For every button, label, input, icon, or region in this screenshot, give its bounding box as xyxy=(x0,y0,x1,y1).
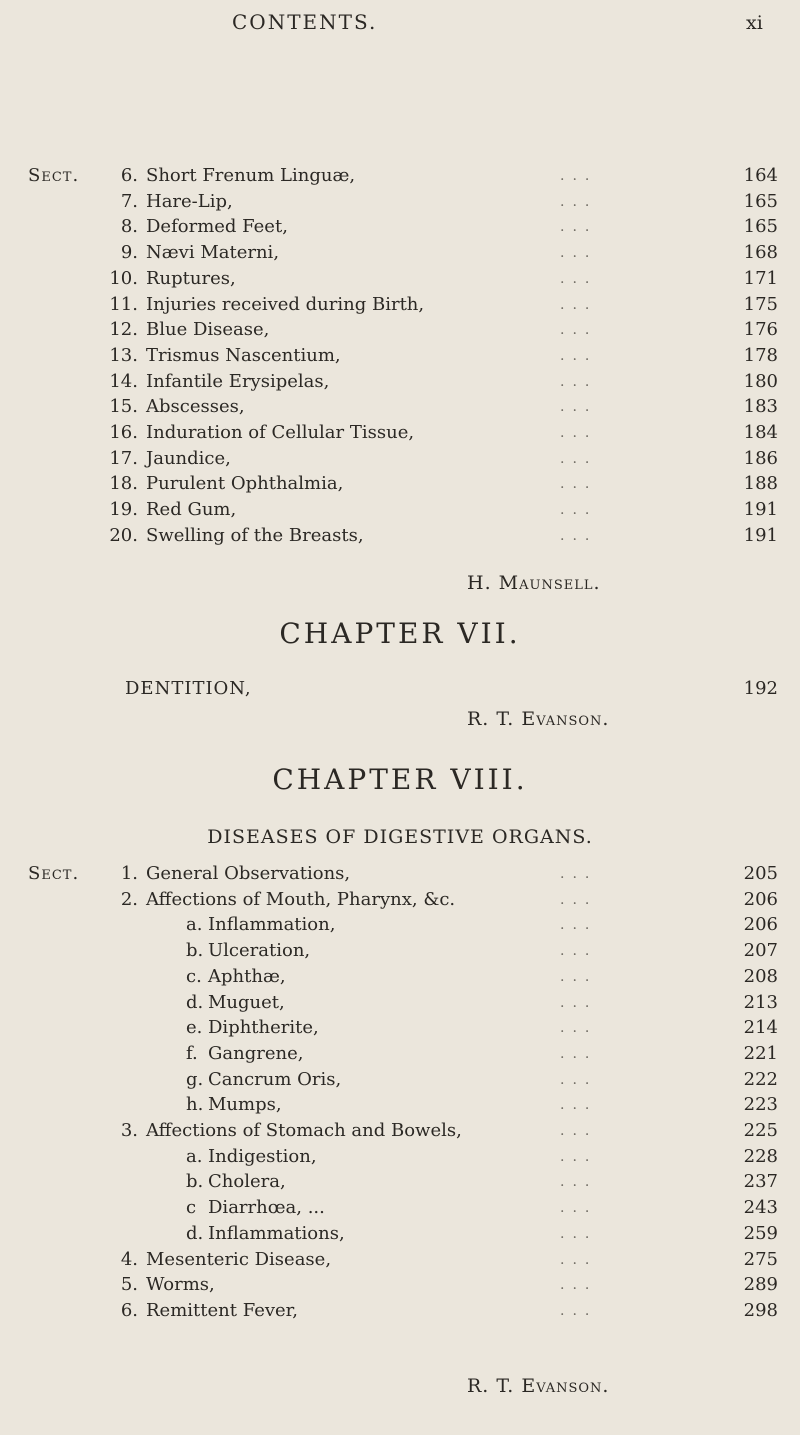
entry-page-number: 175 xyxy=(743,293,778,315)
entry-title: Diarrhœa, ... xyxy=(208,1197,325,1219)
entry-title: DENTITION, xyxy=(125,678,252,699)
contents-entry xyxy=(0,1014,800,1042)
entry-title: Affections of Mouth, Pharynx, &c. xyxy=(146,888,456,910)
entry-number: 2. xyxy=(120,888,138,910)
dot-leader: ... xyxy=(560,425,598,441)
contents-entry xyxy=(0,470,800,498)
dot-leader: ... xyxy=(560,1148,598,1165)
entry-number: b. xyxy=(186,940,204,962)
entry-page-number: 207 xyxy=(743,940,778,962)
chapter-subtitle: DISEASES OF DIGESTIVE ORGANS. xyxy=(207,826,593,848)
contents-entry xyxy=(0,886,800,914)
dot-leader: ... xyxy=(560,219,598,236)
dot-leader: ... xyxy=(560,476,598,493)
entry-title: Swelling of the Breasts, xyxy=(146,524,364,546)
entry-page-number: 176 xyxy=(743,319,778,341)
entry-number: 11. xyxy=(109,293,138,315)
sect-label: Sect. xyxy=(28,863,80,884)
contents-entry xyxy=(0,368,800,396)
entry-title: Infantile Erysipelas, xyxy=(146,370,330,392)
dot-leader: ... xyxy=(560,168,598,184)
entry-page-number: 171 xyxy=(743,267,778,289)
entry-number: e. xyxy=(186,1017,203,1039)
dot-leader: ... xyxy=(560,1097,598,1114)
entry-title: Blue Disease, xyxy=(146,319,270,341)
entry-page-number: 243 xyxy=(743,1197,778,1219)
contents-entry xyxy=(0,860,800,888)
dot-leader: ... xyxy=(560,296,598,313)
entry-title: Deformed Feet, xyxy=(146,216,288,238)
contents-entry xyxy=(0,393,800,421)
entry-title: Hare-Lip, xyxy=(146,190,233,212)
entry-title: Muguet, xyxy=(208,991,285,1013)
dot-leader: ... xyxy=(560,1251,598,1268)
contents-entry xyxy=(0,496,800,524)
entry-page-number: 206 xyxy=(743,888,778,910)
entry-title: Affections of Stomach and Bowels, xyxy=(146,1120,462,1141)
entry-number: 10. xyxy=(109,267,138,289)
contents-entry xyxy=(0,316,800,344)
entry-number: a. xyxy=(186,914,203,936)
section-author: H. Maunsell. xyxy=(467,572,601,594)
entry-number: 17. xyxy=(109,447,138,469)
entry-page-number: 205 xyxy=(743,863,778,884)
contents-entry xyxy=(0,1168,800,1196)
dot-leader: ... xyxy=(560,968,598,985)
entry-number: d. xyxy=(186,1222,204,1244)
entry-title: Purulent Ophthalmia, xyxy=(146,473,344,495)
entry-page-number: 213 xyxy=(743,991,778,1013)
entry-page-number: 298 xyxy=(743,1299,778,1321)
contents-entry xyxy=(0,963,800,991)
entry-title: Inflammations, xyxy=(208,1222,345,1244)
dot-leader: ... xyxy=(560,399,598,416)
dot-leader: ... xyxy=(560,1071,598,1088)
entry-number: 18. xyxy=(109,473,138,495)
contents-entry xyxy=(0,1297,800,1325)
entry-page-number: 259 xyxy=(743,1222,778,1244)
entry-number: 1. xyxy=(120,863,138,884)
entry-title: Ruptures, xyxy=(146,267,236,289)
contents-entry xyxy=(0,911,800,939)
entry-page-number: 186 xyxy=(743,447,778,469)
contents-entry xyxy=(0,419,800,447)
dot-leader: ... xyxy=(560,1277,598,1294)
entry-page-number: 228 xyxy=(743,1145,778,1167)
entry-title: Mumps, xyxy=(208,1094,282,1116)
entry-page-number: 180 xyxy=(743,370,778,392)
chapter-author: R. T. Evanson. xyxy=(467,708,610,730)
dot-leader: ... xyxy=(560,245,598,262)
entry-page-number: 191 xyxy=(743,524,778,546)
entry-number: f. xyxy=(186,1042,198,1064)
dot-leader: ... xyxy=(560,891,598,908)
contents-entry xyxy=(0,342,800,370)
entry-title: Remittent Fever, xyxy=(146,1299,299,1321)
dot-leader: ... xyxy=(560,994,598,1011)
entry-number: 3. xyxy=(120,1120,138,1141)
chapter-heading: CHAPTER VII. xyxy=(279,617,521,650)
contents-entry xyxy=(0,239,800,267)
dot-leader: ... xyxy=(560,1020,598,1037)
entry-title: Mesenteric Disease, xyxy=(146,1248,332,1270)
entry-title: Indigestion, xyxy=(208,1145,317,1167)
contents-entry xyxy=(0,1271,800,1299)
entry-number: 9. xyxy=(120,242,138,264)
entry-number: 14. xyxy=(109,370,138,392)
page-folio: xi xyxy=(746,12,763,34)
entry-title: General Observations, xyxy=(146,863,351,884)
entry-page-number: 178 xyxy=(743,344,778,366)
dot-leader: ... xyxy=(560,527,598,544)
entry-title: Injuries received during Birth, xyxy=(146,293,425,315)
contents-entry xyxy=(0,188,800,216)
dot-leader: ... xyxy=(560,1123,598,1139)
entry-number: h. xyxy=(186,1094,204,1116)
entry-number: 20. xyxy=(109,524,138,546)
contents-entry xyxy=(0,522,800,550)
entry-page-number: 223 xyxy=(743,1094,778,1116)
entry-page-number: 289 xyxy=(743,1274,778,1296)
dot-leader: ... xyxy=(560,1302,598,1319)
dot-leader: ... xyxy=(560,450,598,467)
dot-leader: ... xyxy=(560,502,598,519)
chapter-heading: CHAPTER VIII. xyxy=(272,763,528,796)
entry-title: Cancrum Oris, xyxy=(208,1068,342,1090)
entry-number: 6. xyxy=(120,1299,138,1321)
contents-entry xyxy=(0,1117,800,1145)
dot-leader: ... xyxy=(560,322,598,339)
entry-page-number: 275 xyxy=(743,1248,778,1270)
contents-entry xyxy=(0,1143,800,1171)
entry-number: 19. xyxy=(109,499,138,521)
dot-leader: ... xyxy=(560,270,598,287)
contents-entry xyxy=(0,1040,800,1068)
entry-number: g. xyxy=(186,1068,204,1090)
entry-number: 8. xyxy=(120,216,138,238)
contents-entry xyxy=(0,265,800,293)
contents-entry xyxy=(0,445,800,473)
dot-leader: ... xyxy=(560,943,598,960)
dot-leader: ... xyxy=(560,373,598,390)
contents-entry xyxy=(0,1194,800,1222)
entry-page-number: 191 xyxy=(743,499,778,521)
contents-entry xyxy=(0,1220,800,1248)
dot-leader: ... xyxy=(560,347,598,364)
page-header xyxy=(0,10,800,40)
entry-number: a. xyxy=(186,1145,203,1167)
entry-page-number: 192 xyxy=(743,678,778,699)
entry-title: Trismus Nascentium, xyxy=(146,344,341,366)
entry-number: 16. xyxy=(109,422,138,443)
dot-leader: ... xyxy=(560,917,598,934)
entry-page-number: 165 xyxy=(743,190,778,212)
entry-page-number: 237 xyxy=(743,1171,778,1193)
contents-entry xyxy=(0,291,800,319)
entry-title: Nævi Materni, xyxy=(146,242,280,264)
contents-entry xyxy=(0,1066,800,1094)
entry-page-number: 222 xyxy=(743,1068,778,1090)
dot-leader: ... xyxy=(560,193,598,210)
entry-number: 5. xyxy=(120,1274,138,1296)
entry-page-number: 208 xyxy=(743,965,778,987)
entry-number: 7. xyxy=(120,190,138,212)
entry-page-number: 165 xyxy=(743,216,778,238)
entry-title: Diphtherite, xyxy=(208,1017,319,1039)
entry-title: Jaundice, xyxy=(146,447,231,469)
entry-number: c xyxy=(186,1197,197,1219)
dot-leader: ... xyxy=(560,1045,598,1062)
entry-page-number: 168 xyxy=(743,242,778,264)
entry-title: Inflammation, xyxy=(208,914,336,936)
dot-leader: ... xyxy=(560,1200,598,1217)
entry-title: Aphthæ, xyxy=(208,965,286,987)
entry-page-number: 184 xyxy=(743,422,778,443)
entry-number: 15. xyxy=(109,396,138,418)
entry-page-number: 183 xyxy=(743,396,778,418)
entry-page-number: 206 xyxy=(743,914,778,936)
dot-leader: ... xyxy=(560,1174,598,1191)
entry-title: Short Frenum Linguæ, xyxy=(146,165,356,186)
contents-entry xyxy=(0,937,800,965)
contents-entry xyxy=(0,162,800,190)
entry-number: 12. xyxy=(109,319,138,341)
entry-title: Gangrene, xyxy=(208,1042,304,1064)
dot-leader: ... xyxy=(560,866,598,882)
entry-page-number: 221 xyxy=(743,1042,778,1064)
contents-entry xyxy=(0,1246,800,1274)
entry-page-number: 164 xyxy=(743,165,778,186)
entry-number: d. xyxy=(186,991,204,1013)
entry-page-number: 214 xyxy=(743,1017,778,1039)
entry-title: Worms, xyxy=(146,1274,215,1296)
contents-entry xyxy=(0,213,800,241)
chapter-author: R. T. Evanson. xyxy=(467,1375,610,1397)
entry-title: Abscesses, xyxy=(146,396,245,418)
entry-number: 4. xyxy=(120,1248,138,1270)
entry-page-number: 188 xyxy=(743,473,778,495)
contents-entry xyxy=(0,1091,800,1119)
entry-number: b. xyxy=(186,1171,204,1193)
entry-title: Induration of Cellular Tissue, xyxy=(146,422,415,443)
running-head: CONTENTS. xyxy=(232,10,378,34)
entry-number: 13. xyxy=(109,344,138,366)
entry-page-number: 225 xyxy=(743,1120,778,1141)
entry-title: Red Gum, xyxy=(146,499,237,521)
entry-number: c. xyxy=(186,965,202,987)
sect-label: Sect. xyxy=(28,165,80,186)
entry-number: 6. xyxy=(120,165,138,186)
contents-entry xyxy=(0,675,800,703)
entry-title: Ulceration, xyxy=(208,940,311,962)
dot-leader: ... xyxy=(560,1225,598,1242)
contents-entry xyxy=(0,989,800,1017)
entry-title: Cholera, xyxy=(208,1171,286,1193)
